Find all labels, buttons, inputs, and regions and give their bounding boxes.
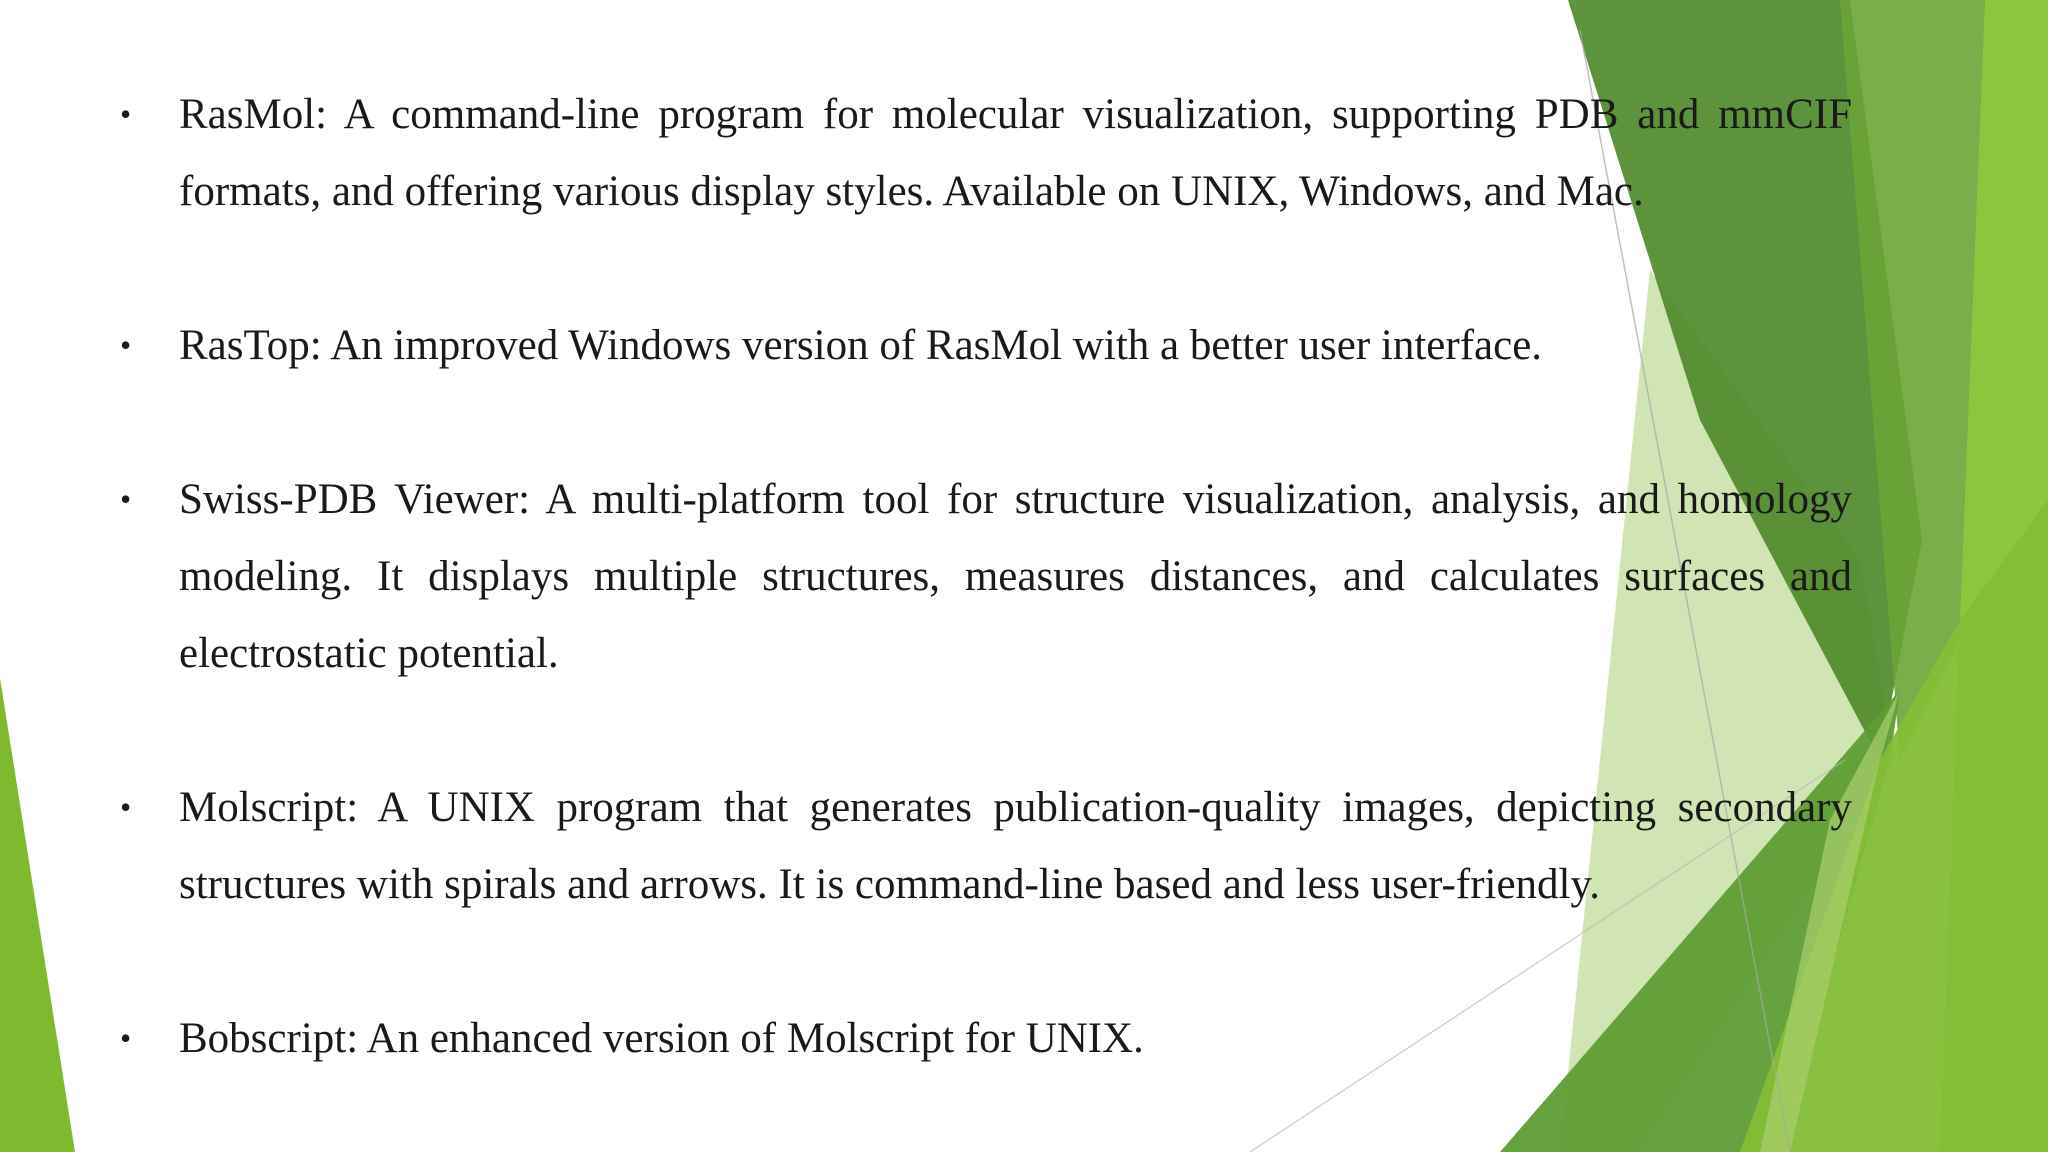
bullet-item-rastop <box>120 307 1852 384</box>
spacer <box>120 923 1852 1000</box>
bullet-item-rasmol <box>120 76 1852 230</box>
bullet-item-bobscript <box>120 1000 1852 1077</box>
bullet-text: Bobscript: An enhanced version of Molscript for UNIX. <box>179 1015 1144 1062</box>
bullet-dot: • <box>120 96 132 132</box>
bullet-item-swiss-pdb-viewer <box>120 461 1852 692</box>
bullet-list <box>120 76 1852 1077</box>
bullet-dot: • <box>120 481 132 517</box>
spacer <box>120 230 1852 307</box>
left-green-sliver <box>0 678 75 1152</box>
bullet-text: RasTop: An improved Windows version of RasMol with a better user interface. <box>179 322 1543 369</box>
bullet-dot: • <box>120 1020 132 1056</box>
spacer <box>120 692 1852 769</box>
bullet-text: RasMol: A command-line program for molecular visualization, supporting PDB and mmCIF formats, and offering various display styles. Available on UNIX, Windows, and Mac. <box>179 91 1852 215</box>
spacer <box>120 384 1852 461</box>
bullet-text: Molscript: A UNIX program that generates publication-quality images, depicting secondary structures with spirals and arrows. It is command-line based and less user-friendly. <box>179 784 1852 908</box>
bullet-dot: • <box>120 789 132 825</box>
bullet-text: Swiss-PDB Viewer: A multi-platform tool for structure visualization, analysis, and homology modeling. It displays multiple structures, measures distances, and calculates surfaces and electrostatic potential. <box>179 476 1852 677</box>
bullet-item-molscript <box>120 769 1852 923</box>
bullet-dot: • <box>120 327 132 363</box>
